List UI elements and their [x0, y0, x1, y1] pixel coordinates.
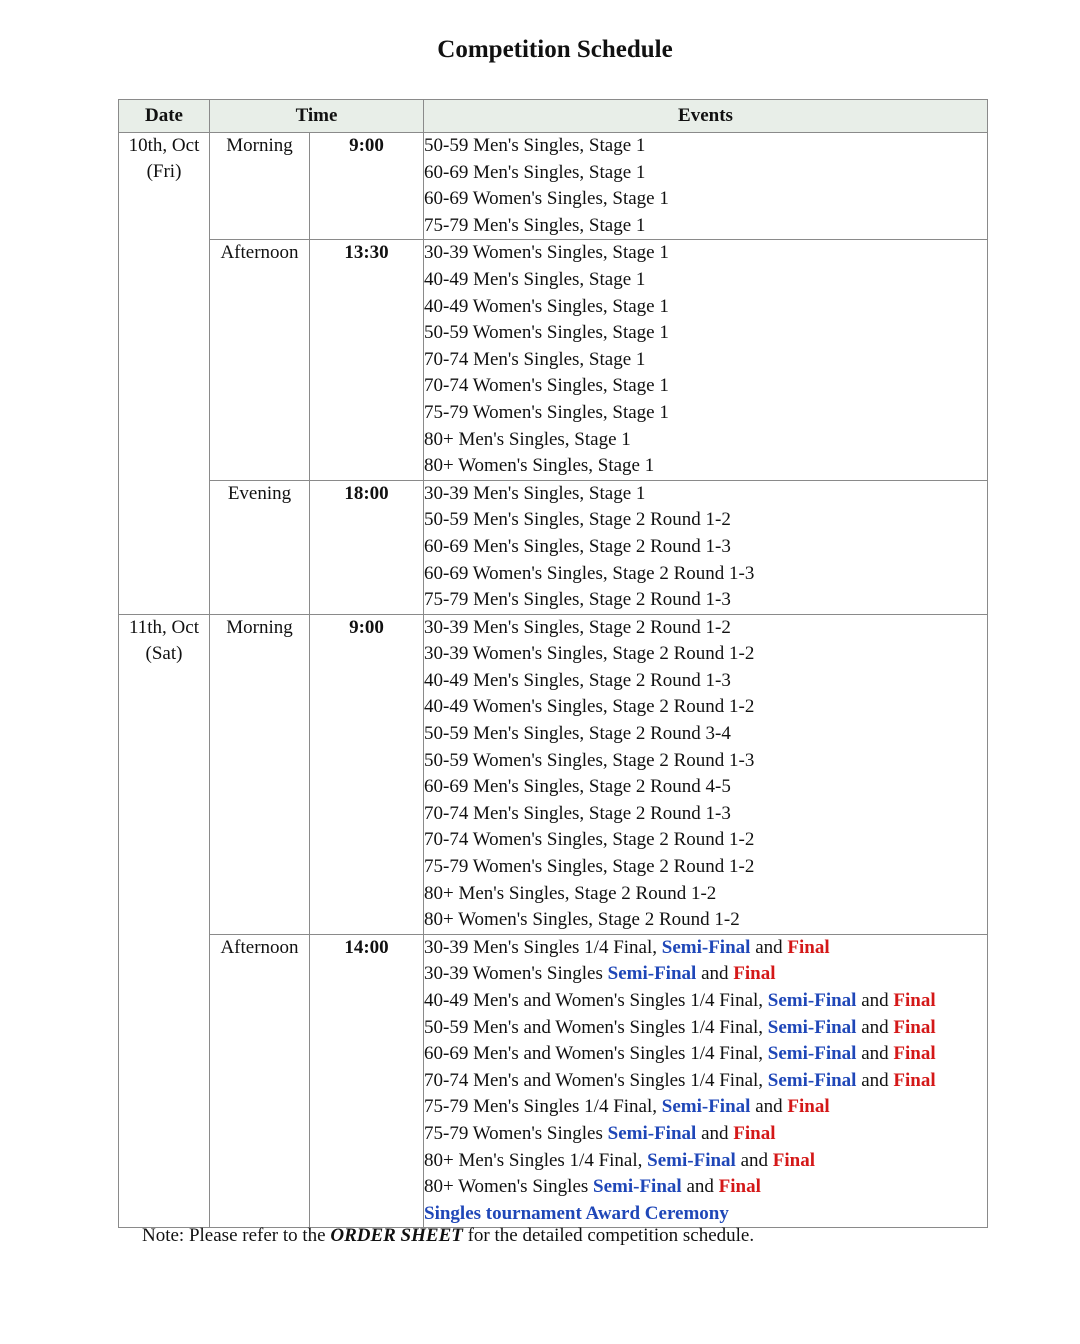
session-time: 9:00 — [310, 133, 424, 240]
header-date: Date — [119, 100, 210, 133]
session-row — [119, 614, 988, 934]
semi-final-label: Semi-Final — [661, 936, 751, 958]
date-cell — [119, 614, 210, 1228]
event-item: 60-69 Women's Singles, Stage 2 Round 1-3 — [424, 562, 755, 584]
and-connector: and — [696, 1122, 734, 1144]
note-text-before: Note: Please refer to the — [142, 1225, 331, 1246]
session-label: Evening — [210, 480, 310, 614]
event-item: 75-79 Men's Singles, Stage 1 — [424, 214, 646, 236]
session-label: Afternoon — [210, 240, 310, 480]
session-time: 18:00 — [310, 480, 424, 614]
and-connector: and — [750, 1096, 788, 1118]
event-item: 80+ Men's Singles, Stage 2 Round 1-2 — [424, 882, 717, 904]
semi-final-label: Semi-Final — [647, 1149, 736, 1171]
event-item: 70-74 Women's Singles, Stage 1 — [424, 375, 669, 397]
final-label: Final — [893, 1043, 936, 1065]
final-event-item — [424, 1094, 987, 1121]
final-event-item — [424, 961, 987, 988]
semi-final-label: Semi-Final — [767, 1069, 857, 1091]
event-item: 50-59 Women's Singles, Stage 1 — [424, 322, 669, 344]
event-item: 75-79 Women's Singles, Stage 2 Round 1-2 — [424, 856, 755, 878]
event-item: 30-39 Men's Singles, Stage 2 Round 1-2 — [424, 616, 731, 638]
weekday-label: (Fri) — [146, 161, 182, 182]
final-label: Final — [772, 1149, 815, 1171]
and-connector: and — [856, 1069, 894, 1091]
session-row — [119, 240, 988, 480]
event-item: 50-59 Men's Singles, Stage 2 Round 1-2 — [424, 509, 731, 531]
final-event-item — [424, 1148, 987, 1175]
semi-final-label: Semi-Final — [661, 1096, 751, 1118]
event-prefix: 30-39 Men's Singles 1/4 Final, — [424, 936, 662, 958]
event-prefix: 70-74 Men's and Women's Singles 1/4 Final, — [424, 1069, 768, 1091]
event-item: 30-39 Women's Singles, Stage 2 Round 1-2 — [424, 643, 755, 665]
semi-final-label: Semi-Final — [607, 963, 697, 985]
session-time: 14:00 — [310, 934, 424, 1228]
event-prefix: 40-49 Men's and Women's Singles 1/4 Final, — [424, 990, 768, 1011]
event-item: 40-49 Women's Singles, Stage 1 — [424, 295, 669, 317]
event-item: 75-79 Men's Singles, Stage 2 Round 1-3 — [424, 589, 731, 611]
award-ceremony: Singles tournament Award Ceremony — [424, 1202, 729, 1224]
event-item: 50-59 Men's Singles, Stage 1 — [424, 135, 646, 156]
event-item: 60-69 Men's Singles, Stage 1 — [424, 161, 646, 183]
final-label: Final — [733, 1122, 776, 1144]
and-connector: and — [696, 963, 734, 985]
header-events: Events — [424, 100, 988, 133]
semi-final-label: Semi-Final — [767, 1043, 857, 1065]
event-item: 70-74 Women's Singles, Stage 2 Round 1-2 — [424, 829, 755, 851]
event-prefix: 80+ Women's Singles — [424, 1176, 594, 1198]
semi-final-label: Semi-Final — [593, 1176, 682, 1198]
event-prefix: 75-79 Women's Singles — [424, 1122, 608, 1144]
session-row — [119, 934, 988, 1228]
session-row — [119, 133, 988, 240]
event-item: 40-49 Men's Singles, Stage 1 — [424, 268, 646, 290]
weekday-label: (Sat) — [145, 642, 183, 664]
final-event-item — [424, 1015, 987, 1042]
events-cell — [424, 934, 988, 1228]
event-item: 70-74 Men's Singles, Stage 1 — [424, 348, 646, 370]
semi-final-label: Semi-Final — [607, 1122, 697, 1144]
final-label: Final — [733, 963, 776, 985]
event-item: 75-79 Women's Singles, Stage 1 — [424, 401, 669, 423]
and-connector: and — [856, 1016, 894, 1038]
page-title: Competition Schedule — [437, 36, 673, 63]
events-cell — [424, 133, 988, 240]
session-time: 9:00 — [310, 614, 424, 934]
events-cell — [424, 480, 988, 614]
final-label: Final — [787, 936, 830, 958]
event-item: 60-69 Men's Singles, Stage 2 Round 1-3 — [424, 535, 731, 557]
session-row — [119, 480, 988, 614]
date-cell — [119, 133, 210, 615]
footnote — [142, 1225, 754, 1247]
events-cell — [424, 614, 988, 934]
final-label: Final — [787, 1096, 830, 1118]
final-label: Final — [893, 1069, 936, 1091]
final-label: Final — [893, 1016, 936, 1038]
semi-final-label: Semi-Final — [767, 990, 857, 1011]
and-connector: and — [750, 936, 788, 958]
note-order-sheet: ORDER SHEET — [330, 1225, 463, 1246]
final-event-item — [424, 935, 987, 962]
event-item: 40-49 Men's Singles, Stage 2 Round 1-3 — [424, 669, 731, 691]
semi-final-label: Semi-Final — [767, 1016, 857, 1038]
header-row — [119, 100, 988, 133]
event-item: 60-69 Women's Singles, Stage 1 — [424, 188, 669, 210]
event-item: 40-49 Women's Singles, Stage 2 Round 1-2 — [424, 696, 755, 718]
and-connector: and — [856, 1043, 894, 1065]
note-text-after: for the detailed competition schedule. — [462, 1225, 755, 1246]
date-label: 11th, Oct — [128, 616, 199, 638]
event-item: 80+ Men's Singles, Stage 1 — [424, 428, 631, 450]
event-item: 50-59 Men's Singles, Stage 2 Round 3-4 — [424, 723, 731, 745]
session-time: 13:30 — [310, 240, 424, 480]
event-prefix: 50-59 Men's and Women's Singles 1/4 Final, — [424, 1016, 768, 1038]
events-cell — [424, 240, 988, 480]
schedule-body — [119, 133, 988, 1228]
final-event-item — [424, 988, 987, 1015]
event-item: 80+ Women's Singles, Stage 1 — [424, 455, 655, 477]
final-event-item — [424, 1121, 987, 1148]
session-label: Morning — [210, 133, 310, 240]
event-item: 30-39 Women's Singles, Stage 1 — [424, 242, 669, 264]
and-connector: and — [735, 1149, 773, 1171]
event-prefix: 30-39 Women's Singles — [424, 963, 608, 985]
final-event-item — [424, 1041, 987, 1068]
schedule-table — [118, 99, 988, 1228]
header-time: Time — [210, 100, 424, 133]
final-label: Final — [893, 990, 936, 1011]
event-item: 70-74 Men's Singles, Stage 2 Round 1-3 — [424, 802, 731, 824]
event-prefix: 60-69 Men's and Women's Singles 1/4 Final, — [424, 1043, 768, 1065]
session-label: Morning — [210, 614, 310, 934]
final-event-item — [424, 1174, 987, 1201]
event-prefix: 80+ Men's Singles 1/4 Final, — [424, 1149, 648, 1171]
and-connector: and — [681, 1176, 719, 1198]
session-label: Afternoon — [210, 934, 310, 1228]
event-item: 30-39 Men's Singles, Stage 1 — [424, 482, 646, 504]
date-label: 10th, Oct — [128, 135, 200, 156]
event-prefix: 75-79 Men's Singles 1/4 Final, — [424, 1096, 662, 1118]
and-connector: and — [856, 990, 894, 1011]
final-event-item — [424, 1068, 987, 1095]
event-item: 60-69 Men's Singles, Stage 2 Round 4-5 — [424, 776, 731, 798]
final-label: Final — [718, 1176, 761, 1198]
event-item: 50-59 Women's Singles, Stage 2 Round 1-3 — [424, 749, 755, 771]
event-item: 80+ Women's Singles, Stage 2 Round 1-2 — [424, 909, 740, 931]
